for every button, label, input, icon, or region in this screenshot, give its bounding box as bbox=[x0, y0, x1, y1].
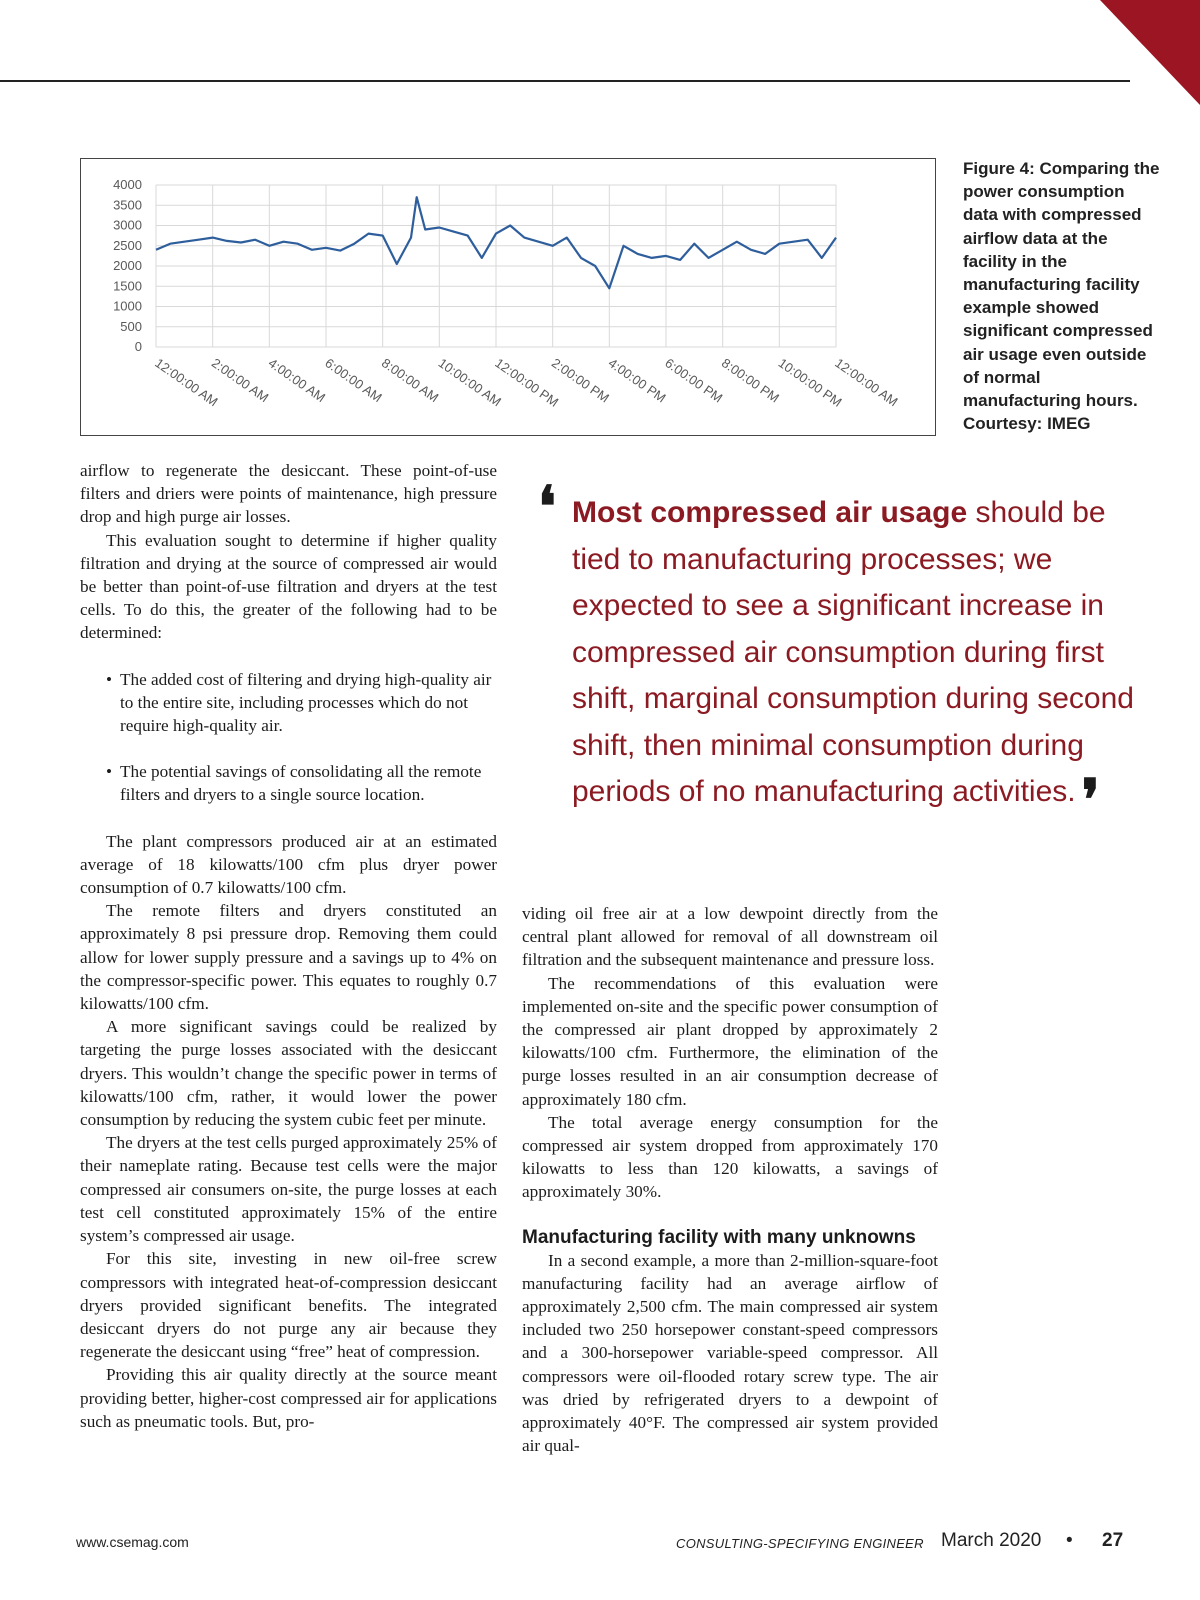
figure-4-chart bbox=[80, 158, 936, 436]
bullet-list bbox=[80, 668, 497, 807]
footer-url[interactable]: www.csemag.com bbox=[76, 1534, 189, 1550]
header-rule bbox=[0, 80, 1130, 82]
column-right bbox=[522, 902, 938, 1457]
paragraph: The total average energy consumption for the compressed air system dropped from approximately 170 kilowatts to less than 120 kilowatts, a savings of approximately 30%. bbox=[522, 1112, 938, 1202]
x-tick-label: 8:00:00 PM bbox=[718, 355, 783, 406]
bullet-marker: • bbox=[106, 762, 113, 782]
paragraph: airflow to regenerate the desiccant. These point-of-use filters and driers were points of maintenance, high pressure drop and high purge air losses. bbox=[80, 461, 497, 527]
x-tick-label: 10:00:00 AM bbox=[435, 355, 505, 410]
paragraph: In a second example, a more than 2-million-square-foot manufacturing facility had an average airflow of approximately 2,500 cfm. The main compressed air system included two 250 horsepower constant-speed compressors and a 300-horsepower variable-speed compressor. All compressors were oil-flooded rotary screw type. The air was dried by refrigerated dryers to a dewpoint of approximately 40°F. The compressed air system provided air qual- bbox=[522, 1250, 938, 1456]
x-tick-label: 8:00:00 AM bbox=[378, 355, 442, 406]
x-tick-label: 4:00:00 PM bbox=[605, 355, 669, 406]
paragraph: The remote filters and dryers constituted an approximately 8 psi pressure drop. Removing them could allow for lower supply pressure and a savings up to 4% on the compressor-specific power. This equates to roughly 0.7 kilowatts/100 cfm. bbox=[80, 901, 497, 1014]
pull-quote bbox=[538, 477, 1142, 832]
corner-accent bbox=[1100, 0, 1200, 105]
y-tick-label: 0 bbox=[134, 339, 142, 354]
y-tick-label: 1500 bbox=[113, 278, 142, 294]
paragraph: The dryers at the test cells purged approximately 25% of their nameplate rating. Because test cells were the major compressed air consumers on-site, the purge losses at each test cell constituted approximately 15% of the entire system’s compressed air usage. bbox=[80, 1133, 497, 1246]
x-tick-label: 4:00:00 AM bbox=[265, 355, 329, 406]
paragraph: The plant compressors produced air at an estimated average of 18 kilowatts/100 cfm plus dryer power consumption of 0.7 kilowatts/100 cfm. bbox=[80, 831, 497, 898]
footer-publication: CONSULTING-SPECIFYING ENGINEER bbox=[676, 1536, 924, 1551]
paragraph: viding oil free air at a low dewpoint directly from the central plant allowed for removal of all downstream oil filtration and the subsequent maintenance and pressure loss. bbox=[522, 904, 938, 970]
bullet-text: The added cost of filtering and drying high-quality air to the entire site, including processes which do not require high-quality air. bbox=[120, 669, 492, 736]
paragraph: Providing this air quality directly at the source meant providing better, higher-cost compressed air for applications such as pneumatic tools. But, pro- bbox=[80, 1365, 497, 1431]
paragraph: This evaluation sought to determine if higher quality filtration and drying at the source of compressed air would be better than point-of-use filtration and dryers at the test cells. To do this, the greater of the following had to be determined: bbox=[80, 530, 497, 643]
close-quote-icon: ❜ bbox=[1081, 770, 1100, 832]
bullet-text: The potential savings of consolidating all the remote filters and dryers to a single source location. bbox=[120, 762, 482, 805]
x-tick-label: 6:00:00 AM bbox=[322, 355, 385, 406]
y-tick-label: 3000 bbox=[113, 217, 142, 233]
y-tick-label: 1000 bbox=[113, 298, 142, 314]
paragraph: A more significant savings could be realized by targeting the purge losses associated with the desiccant dryers. This wouldn’t change the specific power in terms of kilowatts/100 cfm, rather, it would lower the power consumption by reducing the system cubic feet per minute. bbox=[80, 1017, 497, 1130]
x-tick-label: 2:00:00 AM bbox=[208, 355, 272, 406]
bullet-item bbox=[106, 668, 497, 738]
x-tick-label: 10:00:00 PM bbox=[775, 355, 845, 410]
pull-quote-text bbox=[542, 490, 1142, 832]
y-tick-label: 4000 bbox=[113, 177, 142, 192]
pull-quote-rest: should be tied to manufacturing processes; we expected to see a significant increase in compressed air consumption during first shift, marginal consumption during second shift, then minimal consumption during periods of no manufacturing activities. bbox=[572, 496, 1134, 808]
bullet-marker: • bbox=[106, 669, 113, 689]
x-tick-label: 2:00:00 PM bbox=[548, 355, 613, 406]
footer-separator: • bbox=[1066, 1530, 1073, 1551]
y-tick-label: 2500 bbox=[113, 237, 142, 253]
x-tick-label: 12:00:00 AM bbox=[832, 355, 901, 410]
paragraph: For this site, investing in new oil-free screw compressors with integrated heat-of-compression desiccant dryers provided significant benefits. The integrated desiccant dryers do not purge any air because they regenerate the desiccant using “free” heat of compression. bbox=[80, 1249, 497, 1362]
paragraph: The recommendations of this evaluation were implemented on-site and the specific power consumption of the compressed air plant dropped by approximately 2 kilowatts/100 cfm. Furthermore, the elimination of the purge losses resulted in an air consumption decrease of approximately 180 cfm. bbox=[522, 973, 938, 1109]
section-heading: Manufacturing facility with many unknowns bbox=[522, 1226, 916, 1248]
pull-quote-bold: Most compressed air usage bbox=[572, 496, 968, 529]
y-tick-label: 3500 bbox=[113, 197, 142, 213]
bullet-item bbox=[106, 760, 497, 806]
column-left bbox=[80, 459, 497, 1433]
y-tick-label: 500 bbox=[120, 318, 142, 334]
chart-svg bbox=[81, 159, 937, 437]
footer-date: March 2020 bbox=[941, 1530, 1042, 1551]
x-tick-label: 12:00:00 AM bbox=[152, 355, 221, 410]
x-tick-label: 6:00:00 PM bbox=[662, 355, 726, 406]
y-tick-label: 2000 bbox=[113, 258, 142, 273]
x-tick-label: 12:00:00 PM bbox=[492, 355, 562, 410]
page-number: 27 bbox=[1102, 1530, 1124, 1551]
figure-caption: Figure 4: Comparing the power consumption data with compressed airflow data at the facility in the manufacturing facility example showed significant compressed air usage even outside of normal manufacturing hours. Courtesy: IMEG bbox=[963, 159, 1160, 434]
open-quote-icon: ❛ bbox=[538, 477, 557, 539]
